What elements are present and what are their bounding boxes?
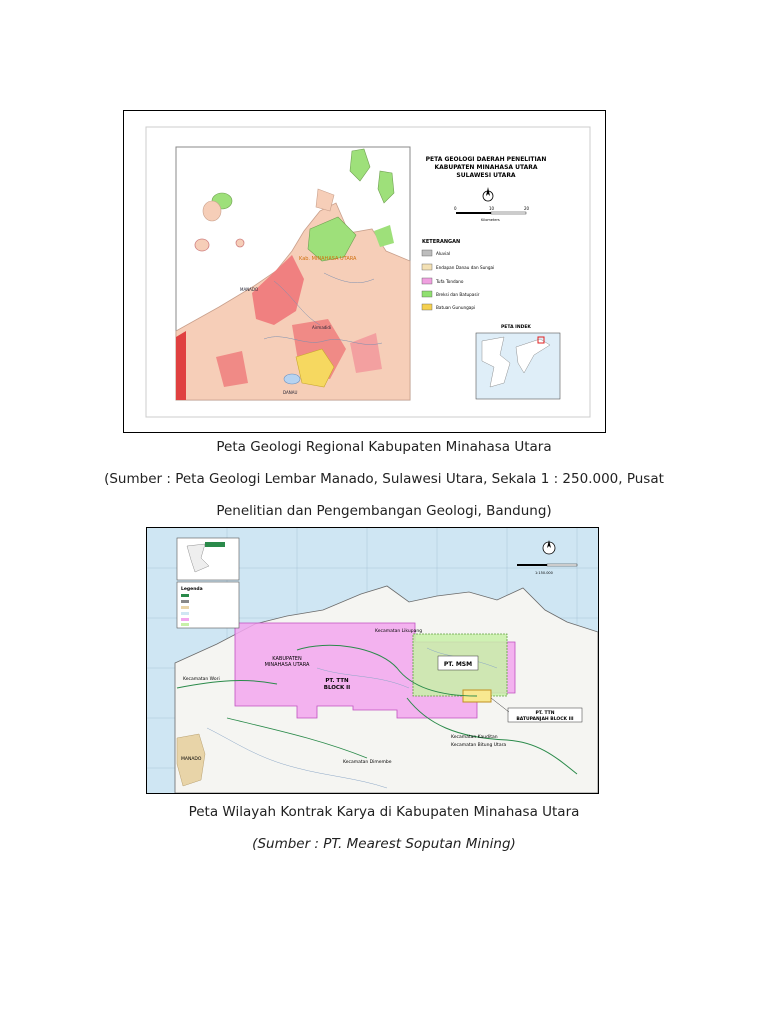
- map-legend: [177, 582, 239, 628]
- volcanic-zone: [176, 331, 186, 400]
- legend-heading: Legenda: [181, 587, 203, 592]
- figure1-caption: Peta Geologi Regional Kabupaten Minahasa Utara: [216, 439, 552, 455]
- place-label-airmadidi: Airmadidi: [312, 325, 332, 330]
- scale-tick: 10: [489, 206, 495, 211]
- district-label: Kecamatan Dimembe: [343, 760, 392, 765]
- geology-map: [124, 111, 605, 432]
- contract-area-map-figure: [146, 527, 599, 794]
- scale-tick: 0: [454, 206, 457, 211]
- inset-map: [177, 538, 239, 580]
- legend-label: Tufa Tondano: [436, 279, 464, 284]
- legend-label: Batuan Gunungapi: [436, 305, 476, 310]
- index-map-label: PETA INDEK: [501, 325, 531, 330]
- figure1-source-line1: (Sumber : Peta Geologi Lembar Manado, Sulawesi Utara, Sekala 1 : 250.000, Pusat: [104, 471, 664, 487]
- figure2-source: (Sumber : PT. Mearest Soputan Mining): [252, 836, 516, 852]
- legend-item: [422, 250, 450, 256]
- region-label: MINAHASA UTARA: [264, 662, 310, 668]
- map-title-line: PETA GEOLOGI DAERAH PENELITIAN: [425, 156, 547, 163]
- legend-swatch: [181, 600, 189, 603]
- scale-tick: 20: [524, 206, 530, 211]
- legend-label: Aluvial: [436, 251, 451, 256]
- legend-item: [422, 291, 480, 297]
- scale-unit: Kilometers: [481, 218, 500, 222]
- place-label-danau: DANAU: [283, 390, 298, 395]
- geology-map-figure: [123, 110, 606, 433]
- legend-heading: KETERANGAN: [422, 239, 461, 245]
- legend-swatch: [181, 606, 189, 609]
- legend-item: [422, 304, 475, 310]
- block-ii-label: BLOCK II: [323, 685, 351, 691]
- lake: [284, 374, 300, 384]
- legend-label: Breksi dan Batupasir: [436, 292, 480, 297]
- legend-label: Endapan Danau dan Sungai: [436, 265, 495, 270]
- island: [236, 239, 244, 247]
- map-title-line: SULAWESI UTARA: [456, 172, 516, 179]
- batupanjah-label: PT. TTN: [535, 711, 555, 716]
- legend-swatch: [181, 623, 189, 626]
- legend-swatch: [181, 612, 189, 615]
- place-label-manado: MANADO: [240, 287, 259, 292]
- contract-area-map: [147, 528, 598, 793]
- manado-label: MANADO: [181, 757, 202, 762]
- region-label: Kab. MINAHASA UTARA: [299, 256, 357, 262]
- figure1-source-line2: Penelitian dan Pengembangan Geologi, Bandung): [216, 503, 552, 519]
- map-title-line: KABUPATEN MINAHASA UTARA: [434, 164, 538, 171]
- district-label: Kecamatan Kauditan: [451, 735, 498, 740]
- scale-label: 1:150.000: [535, 571, 553, 575]
- district-label: Kecamatan Bitung Utara: [451, 743, 507, 748]
- island: [195, 239, 209, 251]
- index-map: [476, 333, 560, 399]
- legend-item: [422, 278, 464, 284]
- district-label: Kecamatan Wori: [183, 677, 220, 682]
- island: [203, 201, 221, 221]
- legend-swatch: [181, 594, 189, 597]
- msm-label: PT. MSM: [443, 661, 473, 668]
- region-label: KABUPATEN: [272, 656, 302, 662]
- batupanjah-label: BATUPANJAH BLOCK III: [516, 717, 574, 722]
- block-ii-label: PT. TTN: [325, 678, 349, 684]
- figure2-caption: Peta Wilayah Kontrak Karya di Kabupaten Minahasa Utara: [188, 804, 580, 820]
- legend-swatch: [181, 618, 189, 621]
- district-label: Kecamatan Likupang: [375, 629, 423, 634]
